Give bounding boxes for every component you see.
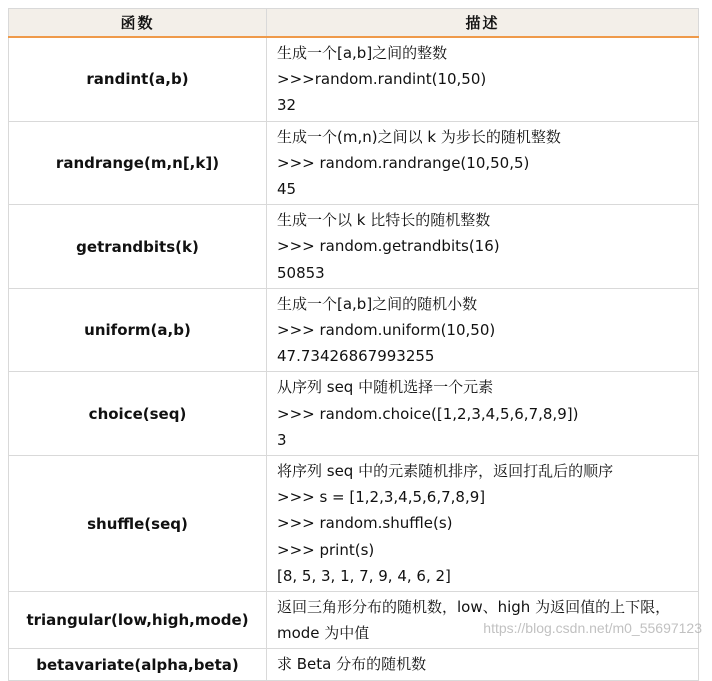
header-function: 函数: [9, 9, 267, 38]
description-line: 返回三角形分布的随机数，low、high 为返回值的上下限，mode 为中值: [277, 598, 671, 643]
watermark: https://blog.csdn.net/m0_55697123: [483, 620, 702, 636]
table-row: [9, 288, 699, 372]
code-line: >>> s = [1,2,3,4,5,6,7,8,9]: [277, 488, 486, 507]
description-line: 求 Beta 分布的随机数: [277, 655, 427, 674]
code-line: 47.73426867993255: [277, 347, 435, 366]
code-line: >>>random.randint(10,50): [277, 70, 487, 89]
code-line: 3: [277, 430, 287, 449]
function-description: [267, 649, 699, 680]
function-description: [267, 205, 699, 289]
description-line: 将序列 seq 中的元素随机排序，返回打乱后的顺序: [277, 462, 614, 481]
function-name: shuffle(seq): [9, 456, 267, 592]
table-row: [9, 37, 699, 121]
function-description: [267, 37, 699, 121]
header-description: 描述: [267, 9, 699, 38]
function-name: randint(a,b): [9, 37, 267, 121]
function-description: [267, 456, 699, 592]
function-name: getrandbits(k): [9, 205, 267, 289]
function-name: betavariate(alpha,beta): [9, 649, 267, 680]
table-row: [9, 121, 699, 205]
table-row: [9, 649, 699, 680]
description-line: 生成一个[a,b]之间的整数: [277, 44, 448, 62]
table-header-row: [9, 9, 699, 38]
description-line: 生成一个(m,n)之间以 k 为步长的随机整数: [277, 127, 561, 146]
function-name: triangular(low,high,mode): [9, 592, 267, 649]
function-description: [267, 372, 699, 456]
function-name: randrange(m,n[,k]): [9, 121, 267, 205]
code-line: >>> print(s): [277, 540, 375, 559]
code-line: [8, 5, 3, 1, 7, 9, 4, 6, 2]: [277, 566, 451, 585]
function-description: [267, 121, 699, 205]
function-name: choice(seq): [9, 372, 267, 456]
code-line: >>> random.getrandbits(16): [277, 237, 500, 256]
function-description: [267, 288, 699, 372]
code-line: >>> random.choice([1,2,3,4,5,6,7,8,9]): [277, 404, 579, 423]
code-line: >>> random.shuffle(s): [277, 514, 453, 533]
table-row: [9, 205, 699, 289]
function-table: [8, 8, 699, 681]
code-line: 50853: [277, 263, 325, 282]
description-line: 生成一个[a,b]之间的随机小数: [277, 294, 478, 313]
table-row: [9, 372, 699, 456]
description-line: 从序列 seq 中随机选择一个元素: [277, 378, 494, 397]
code-line: >>> random.uniform(10,50): [277, 321, 496, 340]
code-line: >>> random.randrange(10,50,5): [277, 153, 530, 172]
description-line: 生成一个以 k 比特长的随机整数: [277, 211, 491, 230]
code-line: 32: [277, 96, 297, 115]
table-row: [9, 456, 699, 592]
code-line: 45: [277, 180, 297, 199]
function-name: uniform(a,b): [9, 288, 267, 372]
